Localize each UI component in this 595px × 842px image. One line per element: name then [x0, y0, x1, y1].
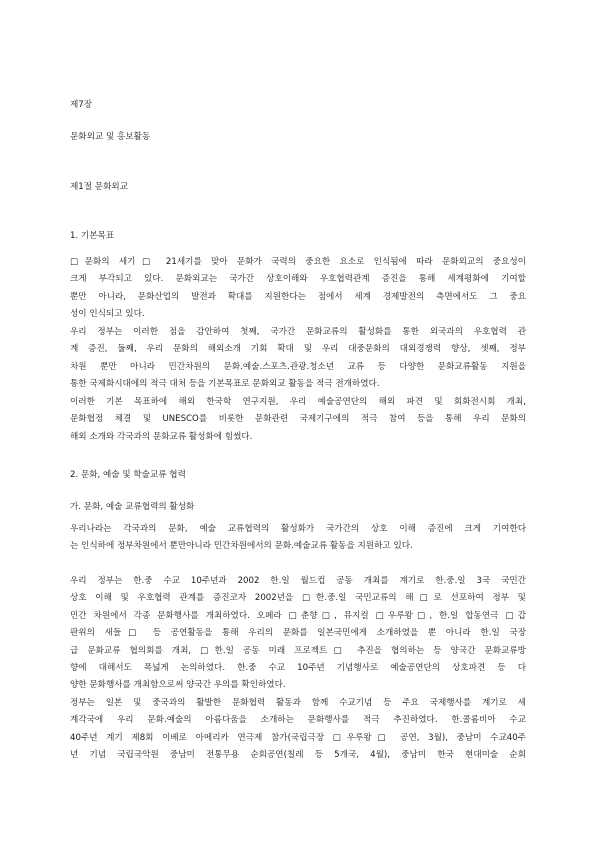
- paragraph-line: 우리 정부는 이러한 점을 감안하여 첫째, 국가간 문화교류의 활성화를 통한 외국과의 우호협력 관: [70, 327, 526, 337]
- paragraph-line: 차원 뿐만 아니라 민간차원의 문화.예술.스포츠.관광.청소년 교류 등 다양한 문화교류활동 지원을: [70, 361, 526, 372]
- paragraph-1: [70, 254, 526, 324]
- chapter-title: 문화외교 및 홍보활동: [70, 132, 151, 142]
- heading-culture-exchange: 2. 문화, 예술 및 학술교류 협력: [70, 470, 186, 480]
- paragraph-line: 40주년 계기 제8회 이베로 아메리카 연극제 참가(국립극장 □우루왕□ 공연, 3월), 중남미 수교40주: [70, 732, 526, 743]
- paragraph-line: 년 기념 국립국악원 중남미 전통무용 순회공연(칠레 등 5개국, 4월), 중남미 한국 현대미술 순회: [70, 750, 526, 761]
- paragraph-5: [70, 573, 526, 695]
- paragraph-line: 크게 부각되고 있다. 문화외교는 국가간 상호이해와 우호협력관계 증진을 통해 세계평화에 기여할: [70, 274, 526, 285]
- paragraph-line: 성이 인식되고 있다.: [70, 309, 145, 320]
- paragraph-6: [70, 695, 526, 765]
- paragraph-2: [70, 324, 526, 394]
- paragraph-line: 판위의 새들□ 등 공연활동을 통해 우리의 문화를 일본국민에게 소개하였을 뿐 아니라 한.일 국장: [70, 628, 526, 639]
- paragraph-line: 우리 정부는 한.중 수교 10주년과 2002 한.일 월드컵 공동 개최를 계기로 한.중.일 3국 국민간: [70, 576, 526, 586]
- paragraph-line: 민간 차원에서 각종 문화행사를 개최하였다. 오페라 □춘향□, 뮤지컬 □우루왕□, 한.일 합동연극 □갑: [70, 610, 526, 621]
- chapter-number: 제7장: [70, 100, 93, 110]
- paragraph-line: 해외 소개와 각국과의 문화교류 활성화에 힘썼다.: [70, 431, 253, 442]
- paragraph-line: 계각국에 우리 문화.예술의 아름다움을 소개하는 문화행사를 적극 추진하였다. 한.콜롬비아 수교: [70, 715, 526, 726]
- paragraph-line: 향에 대해서도 폭넓게 논의하였다. 한.중 수교 10주년 기념행사로 예술공연단의 상호파견 등 다: [70, 663, 526, 674]
- paragraph-line: 이러한 기본 목표하에 해외 한국학 연구지원, 우리 예술공연단의 해외 파견 및 회화전시회 개최,: [70, 397, 526, 407]
- paragraph-line: 정부는 일본 및 중국과의 활발한 문화협력 활동과 함께 수교기념 등 주요 국제행사를 계기로 세: [70, 698, 526, 708]
- paragraph-line: 문화협정 체결 및 UNESCO를 비롯한 문화관련 국제기구에의 적극 참여 등을 통해 우리 문화의: [70, 414, 526, 425]
- paragraph-line: 우리나라는 각국과의 문화, 예술 교류협력의 활성화가 국가간의 상호 이해 증진에 크게 기여한다: [70, 524, 526, 534]
- paragraph-line: 는 인식하에 정부차원에서 뿐만아니라 민간차원에서의 문화.예술교류 활동을 지원하고 있다.: [70, 541, 413, 552]
- paragraph-line: 급 문화교류 협의회를 개최, □한.일 공동 미래 프로젝트□ 추진을 협의하는 등 양국간 문화교류방: [70, 645, 526, 656]
- paragraph-line: 계 증진, 둘째, 우리 문화의 해외소개 기회 확대 및 우리 대중문화의 대외경쟁력 향상, 셋째, 정부: [70, 344, 526, 355]
- paragraph-line: 통한 국제화시대에의 적극 대처 등을 기본목표로 문화외교 활동을 적극 전개하였다.: [70, 379, 380, 390]
- paragraph-line: 상호 이해 및 우호협력 관계를 증진코자 2002년을 □한.중.일 국민교류의 해□로 선포하여 정부 및: [70, 593, 526, 604]
- section-title: 제1절 문화외교: [70, 182, 129, 192]
- paragraph-line: 뿐만 아니라, 문화산업의 발전과 확대를 지원한다는 점에서 세계 경제발전의 측면에서도 그 중요: [70, 291, 526, 302]
- heading-basic-goals: 1. 기본목표: [70, 231, 115, 241]
- paragraph-line: 양한 문화행사를 개최함으로써 양국간 우의를 확인하였다.: [70, 680, 286, 691]
- paragraph-4: [70, 521, 526, 556]
- paragraph-3: [70, 394, 526, 446]
- paragraph-line: □문화의 세기□ 21세기를 맞아 문화가 국력의 중요한 요소로 인식됨에 따라 문화외교의 중요성이: [70, 257, 526, 267]
- subheading-exchange-activation: 가. 문화, 예술 교류협력의 활성화: [70, 502, 195, 512]
